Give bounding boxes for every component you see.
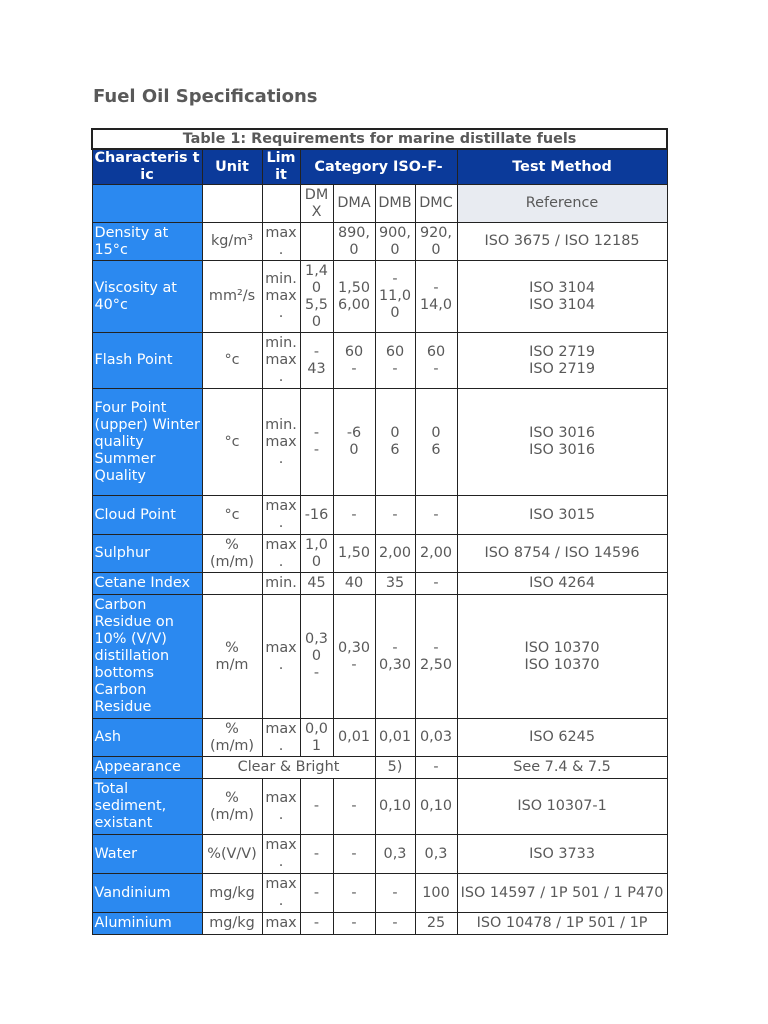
cell-dmc: 2,00 [415, 535, 457, 573]
cell-characteristic: Aluminium [92, 913, 202, 935]
cell-unit: % (m/m) [202, 535, 262, 573]
cell-dmx: - 43 [300, 333, 333, 389]
subheader-reference: Reference [457, 185, 667, 223]
cell-dma: - [333, 779, 375, 835]
cell-dmx: -16 [300, 496, 333, 535]
cell-characteristic: Total sediment, existant [92, 779, 202, 835]
cell-dmc: 0,03 [415, 719, 457, 757]
cell-limit: max . [262, 719, 300, 757]
table-row [92, 719, 667, 757]
cell-characteristic: Ash [92, 719, 202, 757]
cell-dmx: 0,0 1 [300, 719, 333, 757]
cell-dmc: - [415, 573, 457, 595]
subheader-unit-blank [202, 185, 262, 223]
header-row [92, 149, 667, 185]
cell-dma: 890, 0 [333, 223, 375, 261]
cell-characteristic: Sulphur [92, 535, 202, 573]
cell-test-method: ISO 4264 [457, 573, 667, 595]
cell-characteristic: Carbon Residue on 10% (V/V) distillation bottoms Carbon Residue [92, 595, 202, 719]
header-category: Category ISO-F- [300, 149, 457, 185]
cell-test-method: ISO 10370 ISO 10370 [457, 595, 667, 719]
cell-dmx [300, 223, 333, 261]
cell-dmb: 900, 0 [375, 223, 415, 261]
cell-unit: %(V/V) [202, 835, 262, 874]
subheader-dma: DMA [333, 185, 375, 223]
cell-limit: max . [262, 874, 300, 913]
cell-dma: 60 - [333, 333, 375, 389]
subheader-dmb: DMB [375, 185, 415, 223]
cell-characteristic: Water [92, 835, 202, 874]
subheader-dmx: DM X [300, 185, 333, 223]
table-row [92, 496, 667, 535]
cell-limit: max . [262, 595, 300, 719]
subheader-dmc: DMC [415, 185, 457, 223]
cell-dmb: - [375, 913, 415, 935]
header-limit: Lim it [262, 149, 300, 185]
cell-unit: % (m/m) [202, 779, 262, 835]
cell-dmc: - 2,50 [415, 595, 457, 719]
cell-dmc: - 14,0 [415, 261, 457, 333]
cell-dma: -6 0 [333, 389, 375, 496]
cell-dmx: - [300, 779, 333, 835]
spec-table [91, 128, 668, 935]
cell-unit: °c [202, 389, 262, 496]
cell-test-method: ISO 6245 [457, 719, 667, 757]
cell-dmb: - 11,0 0 [375, 261, 415, 333]
cell-dmx: - [300, 913, 333, 935]
cell-dmx: - - [300, 389, 333, 496]
cell-characteristic: Viscosity at 40°c [92, 261, 202, 333]
cell-dmb: 60 - [375, 333, 415, 389]
cell-dmb: 35 [375, 573, 415, 595]
cell-dma: 0,01 [333, 719, 375, 757]
cell-limit: min. max . [262, 261, 300, 333]
header-characteristic: Characteris tic [92, 149, 202, 185]
cell-limit: min. max . [262, 333, 300, 389]
cell-dma: - [333, 874, 375, 913]
cell-test-method: ISO 8754 / ISO 14596 [457, 535, 667, 573]
cell-unit: kg/m³ [202, 223, 262, 261]
cell-limit: max . [262, 835, 300, 874]
cell-unit: mg/kg [202, 913, 262, 935]
cell-dmb: 5) [375, 757, 415, 779]
cell-test-method: ISO 2719 ISO 2719 [457, 333, 667, 389]
cell-dmc: 0 6 [415, 389, 457, 496]
cell-dmb: 0,3 [375, 835, 415, 874]
cell-characteristic: Flash Point [92, 333, 202, 389]
table-row [92, 389, 667, 496]
table-row [92, 835, 667, 874]
cell-dmx: - [300, 835, 333, 874]
cell-dmc: - [415, 496, 457, 535]
cell-unit: °c [202, 333, 262, 389]
subheader-blank [92, 185, 202, 223]
table-row [92, 913, 667, 935]
cell-dma: 1,50 [333, 535, 375, 573]
cell-unit: % (m/m) [202, 719, 262, 757]
cell-dmx: 0,3 0 - [300, 595, 333, 719]
header-test-method: Test Method [457, 149, 667, 185]
page-title: Fuel Oil Specifications [93, 86, 318, 107]
subheader-row [92, 185, 667, 223]
table-row [92, 573, 667, 595]
table-row [92, 535, 667, 573]
cell-dma: - [333, 835, 375, 874]
subheader-limit-blank [262, 185, 300, 223]
cell-characteristic: Cetane Index [92, 573, 202, 595]
cell-dmb: 0,10 [375, 779, 415, 835]
table-row [92, 874, 667, 913]
cell-limit: max . [262, 535, 300, 573]
cell-dmc: 0,10 [415, 779, 457, 835]
cell-unit [202, 573, 262, 595]
table-row [92, 757, 667, 779]
cell-dmb: 0 6 [375, 389, 415, 496]
cell-test-method: ISO 3733 [457, 835, 667, 874]
cell-limit: max . [262, 223, 300, 261]
cell-dmb: 2,00 [375, 535, 415, 573]
cell-dmc: 920, 0 [415, 223, 457, 261]
cell-dmc: 25 [415, 913, 457, 935]
cell-characteristic: Density at 15°c [92, 223, 202, 261]
cell-limit: min. [262, 573, 300, 595]
cell-characteristic: Vandinium [92, 874, 202, 913]
table-row [92, 223, 667, 261]
cell-test-method: See 7.4 & 7.5 [457, 757, 667, 779]
table-row [92, 779, 667, 835]
cell-dmx: 45 [300, 573, 333, 595]
cell-unit: mm²/s [202, 261, 262, 333]
cell-dmb: - [375, 874, 415, 913]
cell-dmb: - 0,30 [375, 595, 415, 719]
cell-test-method: ISO 3016 ISO 3016 [457, 389, 667, 496]
cell-dmb: 0,01 [375, 719, 415, 757]
cell-dma: 40 [333, 573, 375, 595]
cell-dmc: 100 [415, 874, 457, 913]
table-caption: Table 1: Requirements for marine distillate fuels [92, 129, 667, 149]
cell-test-method: ISO 10307-1 [457, 779, 667, 835]
cell-test-method: ISO 3675 / ISO 12185 [457, 223, 667, 261]
cell-limit: min. max . [262, 389, 300, 496]
cell-limit: max [262, 913, 300, 935]
cell-dmx: 1,0 0 [300, 535, 333, 573]
table-row [92, 333, 667, 389]
cell-dmc: 60 - [415, 333, 457, 389]
cell-characteristic: Appearance [92, 757, 202, 779]
cell-dma: 1,50 6,00 [333, 261, 375, 333]
cell-dmb: - [375, 496, 415, 535]
cell-unit: % m/m [202, 595, 262, 719]
cell-test-method: ISO 3015 [457, 496, 667, 535]
cell-dma: - [333, 496, 375, 535]
header-unit: Unit [202, 149, 262, 185]
cell-dma: 0,30 - [333, 595, 375, 719]
cell-dmc: 0,3 [415, 835, 457, 874]
cell-characteristic: Cloud Point [92, 496, 202, 535]
cell-dmx: - [300, 874, 333, 913]
cell-characteristic: Four Point (upper) Winter quality Summer Quality [92, 389, 202, 496]
cell-unit: mg/kg [202, 874, 262, 913]
cell-test-method: ISO 14597 / 1P 501 / 1 P470 [457, 874, 667, 913]
cell-limit: max . [262, 496, 300, 535]
table-row [92, 261, 667, 333]
table-row [92, 595, 667, 719]
cell-dma: - [333, 913, 375, 935]
cell-unit: °c [202, 496, 262, 535]
cell-merged-value: Clear & Bright [202, 757, 375, 779]
cell-dmx: 1,4 0 5,5 0 [300, 261, 333, 333]
cell-test-method: ISO 3104 ISO 3104 [457, 261, 667, 333]
cell-dmc: - [415, 757, 457, 779]
cell-limit: max . [262, 779, 300, 835]
cell-test-method: ISO 10478 / 1P 501 / 1P [457, 913, 667, 935]
